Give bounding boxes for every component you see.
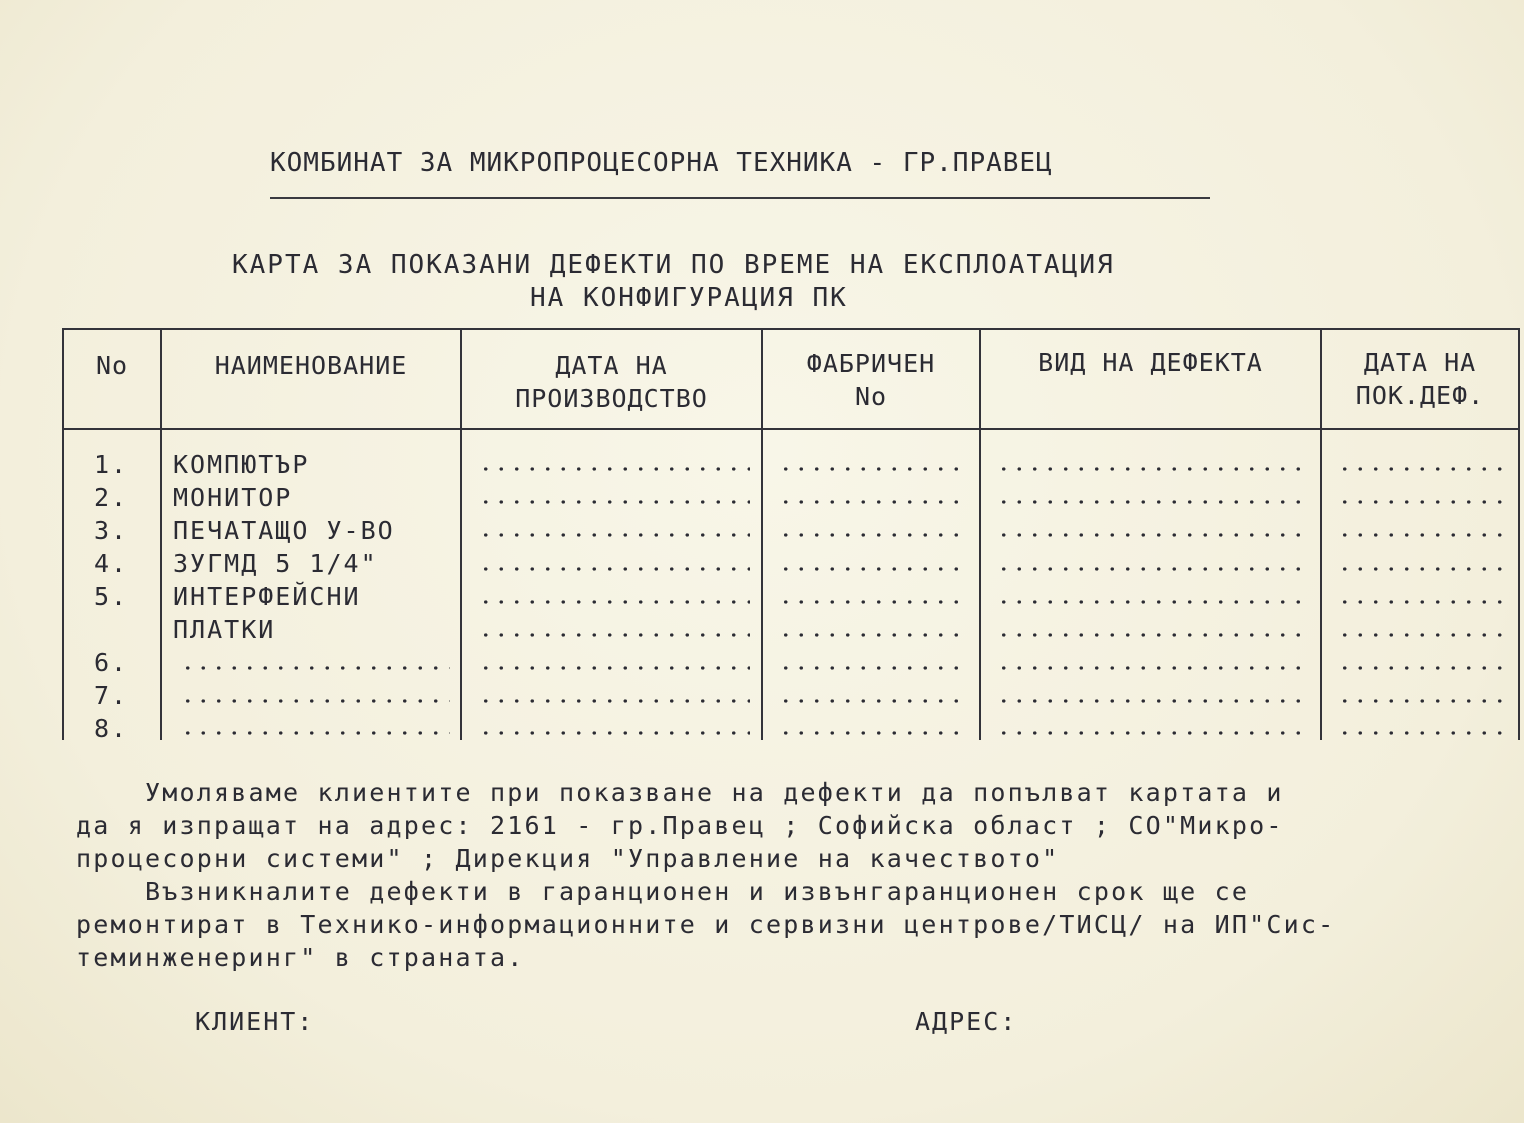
table-col-line-0: [62, 328, 64, 740]
serial-fill-line: [778, 467, 970, 471]
prod-date-fill-line: [478, 500, 750, 504]
prod-date-fill-line: [478, 533, 750, 537]
serial-fill-line: [778, 567, 970, 571]
row-number: 3.: [94, 516, 129, 545]
row-number: 6.: [94, 648, 129, 677]
table-col-line-6: [1518, 328, 1520, 740]
defect-type-fill-line: [996, 533, 1310, 537]
defect-type-fill-line: [996, 467, 1310, 471]
serial-fill-line: [778, 666, 970, 670]
table-header-divider: [62, 428, 1520, 430]
defect-type-fill-line: [996, 699, 1310, 703]
defect-type-fill-line: [996, 633, 1310, 637]
row-number: 4.: [94, 549, 129, 578]
defect-date-fill-line: [1337, 500, 1509, 504]
notice-line: Възникналите дефекти в гаранционен и извънгаранционен срок ще се: [76, 877, 1250, 906]
defect-date-fill-line: [1337, 633, 1509, 637]
name-fill-line: [180, 731, 450, 735]
table-top-border: [62, 328, 1520, 330]
defect-type-fill-line: [996, 666, 1310, 670]
prod-date-fill-line: [478, 699, 750, 703]
header-serial-line2: No: [854, 382, 888, 411]
header-underline: [270, 197, 1210, 199]
prod-date-fill-line: [478, 633, 750, 637]
table-col-line-4: [979, 328, 981, 740]
name-fill-line: [180, 666, 450, 670]
row-name: КОМПЮТЪР: [173, 450, 310, 479]
header-defect-type: ВИД НА ДЕФЕКТА: [1038, 348, 1263, 377]
row-name: ЗУГМД 5 1/4": [173, 549, 378, 578]
row-number: 1.: [94, 450, 129, 479]
serial-fill-line: [778, 731, 970, 735]
prod-date-fill-line: [478, 567, 750, 571]
prod-date-fill-line: [478, 731, 750, 735]
serial-fill-line: [778, 533, 970, 537]
row-number: 2.: [94, 483, 129, 512]
address-label: АДРЕС:: [915, 1007, 1018, 1036]
defect-date-fill-line: [1337, 567, 1509, 571]
header-no: No: [95, 351, 129, 380]
notice-line: теминженеринг" в страната.: [76, 943, 525, 972]
defect-date-fill-line: [1337, 731, 1509, 735]
defect-date-fill-line: [1337, 467, 1509, 471]
row-name: ПЛАТКИ: [173, 615, 276, 644]
defect-date-fill-line: [1337, 666, 1509, 670]
prod-date-fill-line: [478, 666, 750, 670]
header-prod-date-line2: ПРОИЗВОДСТВО: [515, 384, 708, 413]
prod-date-fill-line: [478, 600, 750, 604]
row-number: 5.: [94, 582, 129, 611]
header-name: НАИМЕНОВАНИЕ: [214, 351, 408, 380]
row-number: 8.: [94, 714, 129, 743]
notice-line: Умоляваме клиентите при показване на дефекти да попълват картата и: [76, 778, 1284, 807]
defect-date-fill-line: [1337, 699, 1509, 703]
row-name: ПЕЧАТАЩО У-ВО: [173, 516, 395, 545]
serial-fill-line: [778, 500, 970, 504]
notice-line: да я изпращат на адрес: 2161 - гр.Правец ; Софийска област ; СО"Микро-: [76, 811, 1284, 840]
defect-type-fill-line: [996, 600, 1310, 604]
table-col-line-1: [160, 328, 162, 740]
serial-fill-line: [778, 633, 970, 637]
company-header: КОМБИНАТ ЗА МИКРОПРОЦЕСОРНА ТЕХНИКА - ГР.ПРАВЕЦ: [270, 148, 1053, 178]
prod-date-fill-line: [478, 467, 750, 471]
notice-line: ремонтират в Технико-информационните и сервизни центрове/ТИСЦ/ на ИП"Сис-: [76, 910, 1336, 939]
row-number: 7.: [94, 681, 129, 710]
serial-fill-line: [778, 600, 970, 604]
name-fill-line: [180, 699, 450, 703]
row-name: МОНИТОР: [173, 483, 293, 512]
card-title-line2: НА КОНФИГУРАЦИЯ ПК: [530, 283, 848, 313]
defect-type-fill-line: [996, 731, 1310, 735]
defect-date-fill-line: [1337, 533, 1509, 537]
header-prod-date-line1: ДАТА НА: [555, 351, 668, 380]
client-label: КЛИЕНТ:: [195, 1007, 315, 1036]
row-name: ИНТЕРФЕЙСНИ: [173, 582, 361, 611]
header-defect-date-line1: ДАТА НА: [1363, 348, 1477, 377]
serial-fill-line: [778, 699, 970, 703]
card-title-line1: КАРТА ЗА ПОКАЗАНИ ДЕФЕКТИ ПО ВРЕМЕ НА ЕКСПЛОАТАЦИЯ: [232, 250, 1115, 280]
header-defect-date-line2: ПОК.ДЕФ.: [1355, 381, 1485, 410]
defect-type-fill-line: [996, 500, 1310, 504]
defect-date-fill-line: [1337, 600, 1509, 604]
notice-line: процесорни системи" ; Дирекция "Управление на качеството": [76, 844, 1060, 873]
defect-type-fill-line: [996, 567, 1310, 571]
header-serial-line1: ФАБРИЧЕН: [806, 349, 936, 378]
